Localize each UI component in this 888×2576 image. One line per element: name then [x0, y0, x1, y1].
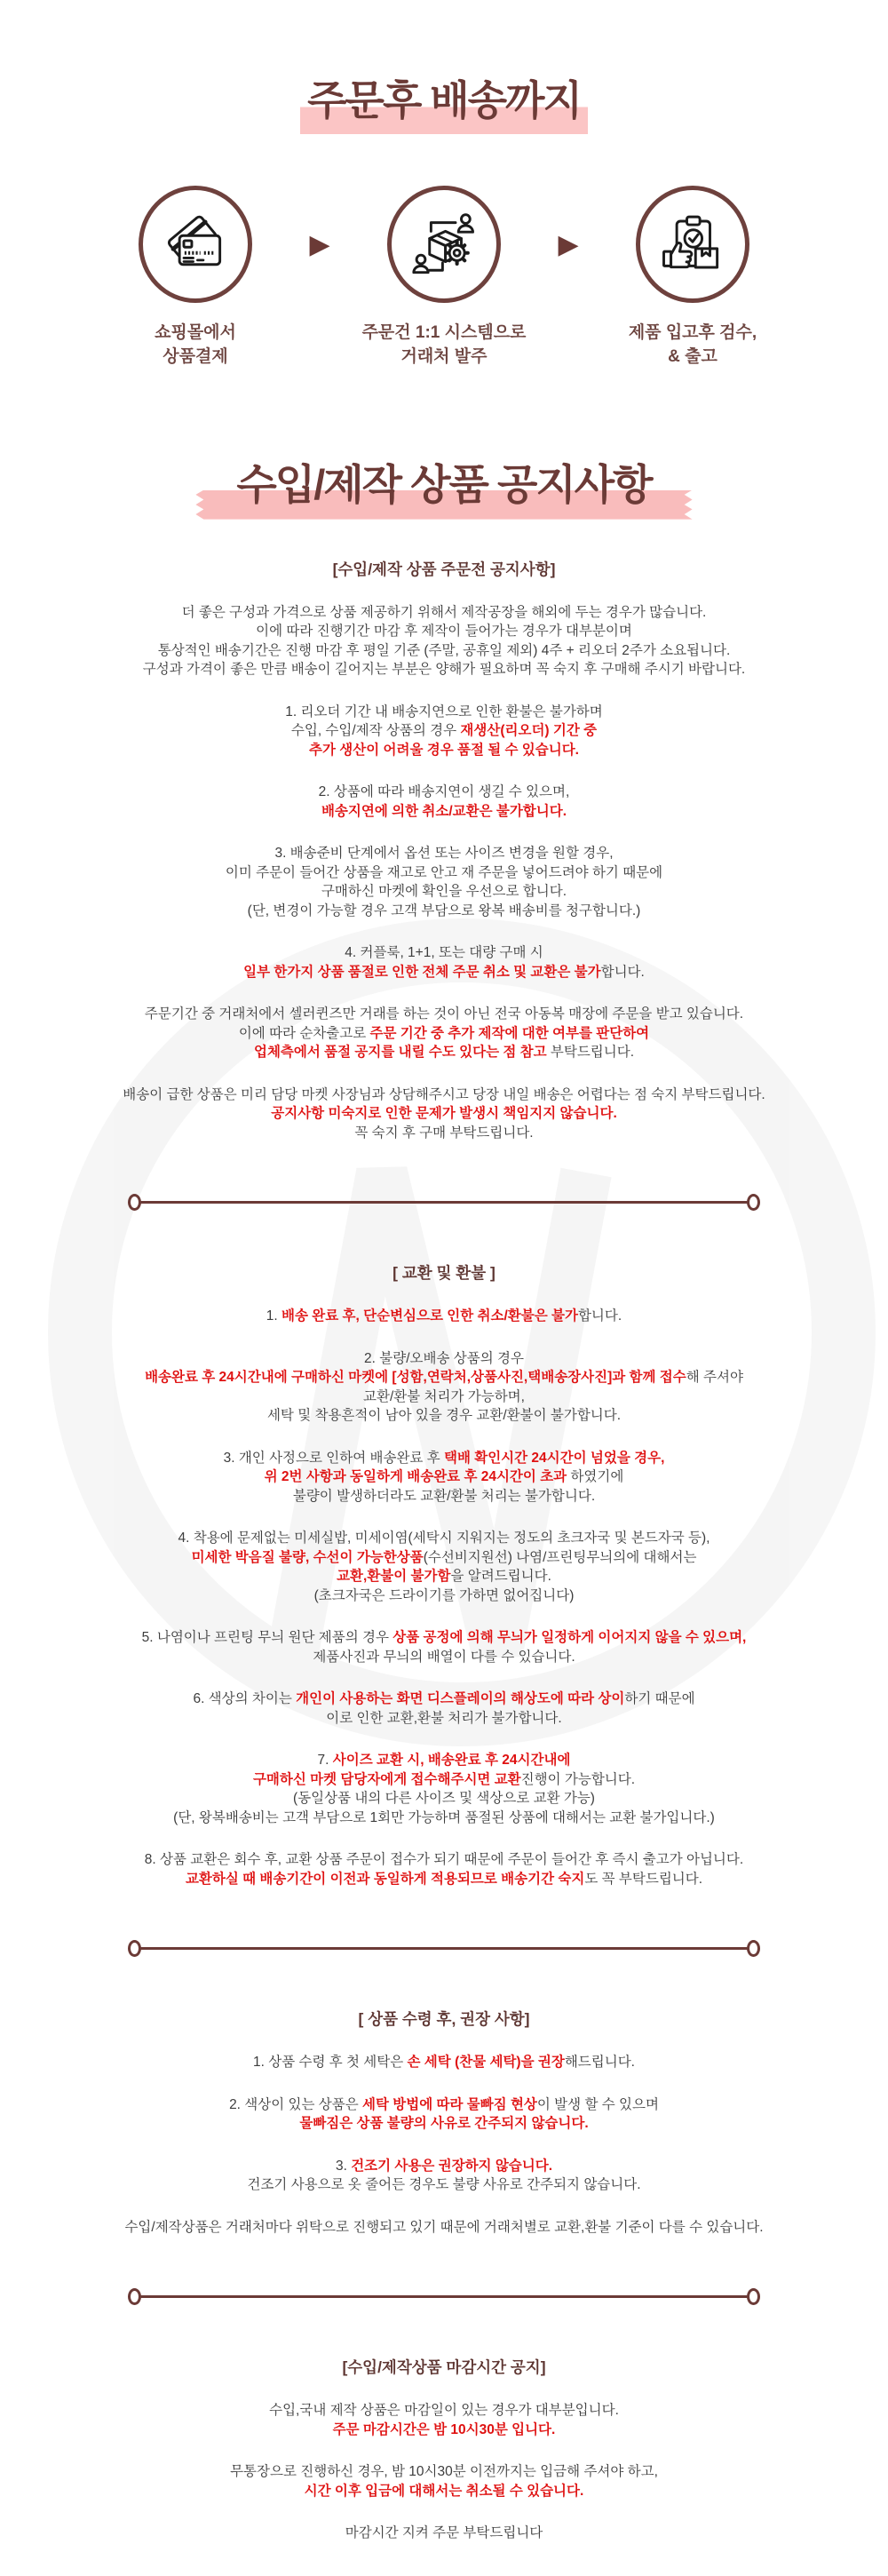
order-system-icon: [387, 186, 501, 303]
notice-line: [0, 943, 888, 963]
section-heading: [ 상품 수령 후, 권장 사항]: [358, 2010, 530, 2029]
notice-text: 이미 주문이 들어간 상품을 재고로 안고 재 주문을 넣어드려야 하기 때문에: [225, 864, 663, 880]
notice-text: 해 주셔야: [686, 1370, 743, 1386]
notice-text-red: 업체측에서 품절 공지를 내릴 수도 있다는 점 참고: [253, 1045, 547, 1061]
notice-text-red: 배송지연에 의한 취소/교환은 불가합니다.: [321, 803, 567, 819]
process-step-order-system: [339, 186, 549, 369]
notice-line: [0, 1449, 888, 1468]
notice-text-red: 추가 생산이 어려울 경우 품절 될 수 있습니다.: [309, 742, 579, 758]
notice-line: [0, 1406, 888, 1426]
notice-block: [0, 1085, 888, 1143]
notice-text-red: 위 2번 사항과 동일하게 배송완료 후 24시간이 초과: [264, 1469, 567, 1485]
notice-line: [0, 902, 888, 921]
notice-block: [0, 783, 888, 821]
notice-line: [0, 703, 888, 722]
notice-line: [0, 2053, 888, 2072]
notice-text: 꼭 숙지 후 구매 부탁드립니다.: [354, 1125, 534, 1141]
arrow-right-icon: ▶: [558, 229, 579, 259]
notice-text: 구성과 가격이 좋은 만큼 배송이 길어지는 부분은 양해가 필요하며 꼭 숙지 후 구매해 주시기 바랍니다.: [142, 662, 746, 678]
notice-block: [0, 943, 888, 982]
notice-text: 이 발생 할 수 있으며: [536, 2096, 659, 2112]
notice-text: 더 좋은 구성과 가격으로 상품 제공하기 위해서 제작공장을 해외에 두는 경우가 많습니다.: [181, 604, 707, 620]
inspection-icon: [636, 186, 749, 303]
notice-text: 1. 상품 수령 후 첫 세탁은: [253, 2055, 408, 2071]
notice-title: 수입/제작 상품 공지사항: [236, 460, 652, 508]
notice-line: [0, 641, 888, 661]
process-step-caption: [91, 321, 300, 369]
notice-text: 1.: [266, 1308, 282, 1324]
notice-text: 구매하신 마켓에 확인을 우선으로 합니다.: [321, 884, 567, 900]
notice-text: 하기 때문에: [624, 1691, 695, 1707]
notice-text: 배송이 급한 상품은 미리 담당 마켓 사장님과 상담해주시고 당장 내일 배송은 어렵다는 점 숙지 부탁드립니다.: [123, 1086, 765, 1102]
notice-text: 해드립니다.: [564, 2055, 635, 2071]
notice-line: [0, 1628, 888, 1648]
order-process-flow: [0, 186, 888, 369]
notice-text: 도 꼭 부탁드립니다.: [584, 1871, 703, 1887]
notice-block: [0, 703, 888, 760]
notice-line: [0, 1850, 888, 1870]
notice-block: [0, 2401, 888, 2439]
notice-line: [0, 2157, 888, 2176]
notice-text: 8. 상품 교환은 회수 후, 교환 상품 주문이 접수가 되기 때문에 주문이 들어간 후 즉시 출고가 아닙니다.: [144, 1852, 744, 1868]
notice-text: 7.: [317, 1753, 333, 1769]
notice-text: 6. 색상의 차이는: [193, 1691, 297, 1707]
process-step-inspection: [588, 186, 797, 369]
notice-text: 이에 따라 순차출고로: [238, 1025, 370, 1041]
notice-text: 합니다.: [577, 1308, 622, 1324]
notice-sections: [0, 559, 888, 2543]
caption-line: 쇼핑몰에서: [155, 322, 236, 342]
notice-line: [0, 2401, 888, 2421]
notice-line: [0, 1709, 888, 1729]
notice-text: 진행이 가능합니다.: [520, 1771, 636, 1787]
notice-block: [0, 2462, 888, 2500]
divider-ring-icon: [747, 1940, 760, 1957]
notice-line: [0, 1809, 888, 1828]
notice-text-red: 구매하신 마켓 담당자에게 접수해주시면 교환: [252, 1771, 521, 1787]
notice-block: [0, 1751, 888, 1827]
notice-line: [0, 1789, 888, 1809]
notice-line: [0, 863, 888, 883]
divider-line: [140, 2295, 748, 2298]
divider-line: [140, 1947, 748, 1950]
notice-line: [0, 1024, 888, 1044]
credit-card-icon: [139, 186, 252, 303]
notice-line: [0, 1085, 888, 1105]
notice-line: [0, 2482, 888, 2501]
notice-text: 제품사진과 무늬의 배열이 다를 수 있습니다.: [313, 1649, 575, 1665]
notice-block: [0, 1449, 888, 1507]
notice-line: [0, 1690, 888, 1709]
notice-block: [0, 1850, 888, 1888]
caption-line: 주문건 1:1 시스템으로: [361, 322, 527, 342]
notice-text-red: 배송완료 후 24시간내에 구매하신 마켓에 [성함,연락처,상품사진,택배송장사진]과 함께 접수: [145, 1370, 686, 1386]
notice-line: [0, 660, 888, 680]
notice-text: 교환/환불 처리가 가능하며,: [363, 1388, 525, 1404]
notice-text-red: 주문 마감시간은 밤 10시30분 입니다.: [332, 2421, 556, 2437]
notice-text: 불량이 발생하더라도 교환/환불 처리는 불가합니다.: [292, 1488, 596, 1504]
process-step-caption: [339, 321, 549, 369]
notice-line: [0, 1467, 888, 1487]
notice-text-red: 상품 공정에 의해 무늬가 일정하게 이어지지 않을 수 있으며,: [392, 1630, 747, 1646]
notice-line: [0, 2462, 888, 2482]
notice-line: [0, 741, 888, 760]
notice-line: [0, 1870, 888, 1889]
section-heading: [수입/제작 상품 주문전 공지사항]: [332, 560, 556, 578]
notice-text-red: 손 세탁 (찬물 세탁)을 권장: [407, 2055, 565, 2071]
notice-text-red: 택배 확인시간 24시간이 넘었을 경우,: [443, 1450, 665, 1466]
notice-text-red: 주문 기간 중 추가 제작에 대한 여부를 판단하여: [369, 1025, 650, 1041]
notice-text: 을 알려드립니다.: [450, 1569, 551, 1585]
notice-block: [0, 1349, 888, 1426]
notice-line: [0, 622, 888, 641]
notice-text: 2. 색상이 있는 상품은: [229, 2096, 362, 2112]
caption-line: 상품결제: [163, 346, 228, 366]
notice-text-red: 사이즈 교환 시, 배송완료 후 24시간내에: [332, 1753, 571, 1769]
notice-text: 부탁드립니다.: [546, 1045, 635, 1061]
notice-text: 3. 개인 사정으로 인하여 배송완료 후: [223, 1450, 444, 1466]
notice-line: [0, 1368, 888, 1387]
notice-line: [0, 2114, 888, 2134]
notice-text: 마감시간 지켜 주문 부탁드립니다: [345, 2525, 543, 2541]
notice-line: [0, 1387, 888, 1407]
page-title-text: 주문후 배송까지: [300, 77, 588, 134]
notice-line: [0, 1648, 888, 1667]
notice-block: [0, 2524, 888, 2543]
notice-text-red: 재생산(리오더) 기간 중: [460, 723, 598, 739]
notice-block: [0, 2095, 888, 2134]
notice-text: 2. 불량/오배송 상품의 경우: [364, 1350, 524, 1366]
notice-line: [0, 1567, 888, 1586]
notice-line: [0, 1307, 888, 1326]
notice-line: [0, 802, 888, 822]
notice-text-red: 물빠짐은 상품 불량의 사유로 간주되지 않습니다.: [299, 2116, 589, 2132]
notice-block: [0, 1307, 888, 1326]
notice-block: [0, 1628, 888, 1666]
notice-text: 수입, 수입/제작 상품의 경우: [290, 723, 461, 739]
notice-line: [0, 721, 888, 741]
caption-line: & 출고: [668, 346, 718, 366]
divider-ring-icon: [128, 1194, 141, 1211]
divider-ring-icon: [747, 2288, 760, 2305]
notice-text-red: 개인이 사용하는 화면 디스플레이의 해상도에 따라 상이: [296, 1691, 625, 1707]
notice-line: [0, 2421, 888, 2440]
notice-text: (동일상품 내의 다른 사이즈 및 색상으로 교환 가능): [293, 1791, 595, 1807]
notice-text: 이에 따라 진행기간 마감 후 제작이 들어가는 경우가 대부분이며: [256, 624, 632, 640]
arrow-right-icon: ▶: [309, 229, 330, 259]
notice-block: [0, 2053, 888, 2072]
notice-text-red: 배송 완료 후, 단순변심으로 인한 취소/환불은 불가: [281, 1308, 578, 1324]
notice-line: [0, 1487, 888, 1507]
notice-text: 4. 착용에 문제없는 미세실밥, 미세이염(세탁시 지워지는 정도의 초크자국 및 본드자국 등),: [178, 1530, 710, 1546]
notice-line: [0, 1770, 888, 1790]
notice-text: (단, 왕복배송비는 고객 부담으로 1회만 가능하며 품절된 상품에 대해서는 교환 불가입니다.): [173, 1809, 715, 1825]
notice-text: 이로 인한 교환,환불 처리가 불가합니다.: [326, 1710, 562, 1726]
notice-title-block: [236, 461, 651, 509]
notice-text: 3. 배송준비 단계에서 옵션 또는 사이즈 변경을 원할 경우,: [274, 846, 614, 862]
notice-text: 4. 커플룩, 1+1, 또는 대량 구매 시: [345, 945, 543, 961]
notice-block: [0, 1529, 888, 1605]
notice-line: [0, 1751, 888, 1770]
notice-text: 5. 나염이나 프린팅 무늬 원단 제품의 경우: [141, 1630, 393, 1646]
notice-content: [0, 78, 888, 2543]
notice-text-red: 세탁 방법에 따라 물빠짐 현상: [362, 2096, 537, 2112]
divider-ring-icon: [128, 1940, 141, 1957]
notice-text-red: 교환하실 때 배송기간이 이전과 동일하게 적용되므로 배송기간 숙지: [185, 1871, 585, 1887]
notice-line: [0, 2524, 888, 2543]
notice-text: 건조기 사용으로 옷 줄어든 경우도 불량 사유로 간주되지 않습니다.: [247, 2177, 641, 2193]
notice-text-red: 건조기 사용은 권장하지 않습니다.: [351, 2158, 553, 2174]
notice-line: [0, 2175, 888, 2195]
notice-text: 세탁 및 착용흔적이 남아 있을 경우 교환/환불이 불가합니다.: [266, 1408, 622, 1424]
notice-text: 합니다.: [600, 964, 645, 980]
section-divider: [128, 1194, 760, 1211]
notice-text-red: 미세한 박음질 불량, 수선이 가능한상품: [191, 1549, 424, 1565]
section-heading: [수입/제작상품 마감시간 공지]: [342, 2358, 546, 2377]
notice-line: [0, 1529, 888, 1548]
notice-text: 2. 상품에 따라 배송지연이 생길 수 있으며,: [318, 784, 570, 800]
notice-text: 하였기에: [567, 1469, 624, 1485]
notice-line: [0, 882, 888, 902]
notice-line: [0, 1005, 888, 1024]
notice-line: [0, 963, 888, 982]
notice-block: [0, 2218, 888, 2238]
notice-line: [0, 603, 888, 623]
section-divider: [128, 2288, 760, 2305]
caption-line: 제품 입고후 검수,: [628, 322, 757, 342]
caption-line: 거래처 발주: [400, 346, 488, 366]
section-heading: [ 교환 및 환불 ]: [392, 1264, 496, 1283]
notice-text: 수입,국내 제작 상품은 마감일이 있는 경우가 대부분입니다.: [269, 2403, 619, 2419]
notice-block: [0, 844, 888, 920]
notice-text: (초크자국은 드라이기를 가하면 없어집니다): [313, 1587, 575, 1603]
notice-line: [0, 1104, 888, 1124]
divider-line: [140, 1201, 748, 1204]
notice-block: [0, 2157, 888, 2195]
notice-text-red: 시간 이후 입금에 대해서는 취소될 수 있습니다.: [304, 2483, 584, 2499]
notice-text: 1. 리오더 기간 내 배송지연으로 인한 환불은 불가하며: [285, 704, 603, 720]
notice-text-red: 일부 한가지 상품 품절로 인한 전체 주문 취소 및 교환은 불가: [243, 964, 601, 980]
divider-ring-icon: [128, 2288, 141, 2305]
section-divider: [128, 1940, 760, 1957]
notice-line: [0, 2095, 888, 2115]
notice-line: [0, 2218, 888, 2238]
page-title: [0, 78, 888, 123]
notice-text: (수선비지원선) 나염/프린팅무늬의에 대해서는: [423, 1549, 697, 1565]
notice-text: 통상적인 배송기간은 진행 마감 후 평일 기준 (주말, 공휴일 제외) 4주 + 리오더 2주가 소요됩니다.: [157, 642, 731, 658]
notice-line: [0, 844, 888, 863]
notice-text: 주문기간 중 거래처에서 셀러퀸즈만 거래를 하는 것이 아닌 전국 아동복 매장에 주문을 받고 있습니다.: [144, 1006, 744, 1022]
notice-line: [0, 1548, 888, 1568]
process-step-caption: [588, 321, 797, 369]
notice-text-red: 교환,환불이 불가함: [337, 1569, 451, 1585]
notice-line: [0, 1043, 888, 1062]
notice-text-red: 공지사항 미숙지로 인한 문제가 발생시 책임지지 않습니다.: [271, 1106, 617, 1122]
divider-ring-icon: [747, 1194, 760, 1211]
notice-text: 무통장으로 진행하신 경우, 밤 10시30분 이전까지는 입금해 주셔야 하고,: [230, 2464, 658, 2480]
process-step-payment: [91, 186, 300, 369]
notice-block: [0, 1005, 888, 1062]
notice-block: [0, 603, 888, 680]
notice-line: [0, 1349, 888, 1369]
notice-line: [0, 1124, 888, 1143]
notice-line: [0, 1586, 888, 1606]
notice-text: 3.: [335, 2158, 352, 2174]
notice-block: [0, 1690, 888, 1728]
notice-line: [0, 783, 888, 802]
notice-text: 수입/제작상품은 거래처마다 위탁으로 진행되고 있기 때문에 거래처별로 교환,환불 기준이 다를 수 있습니다.: [124, 2219, 764, 2235]
notice-text: (단, 변경이 가능할 경우 고객 부담으로 왕복 배송비를 청구합니다.): [247, 902, 641, 918]
